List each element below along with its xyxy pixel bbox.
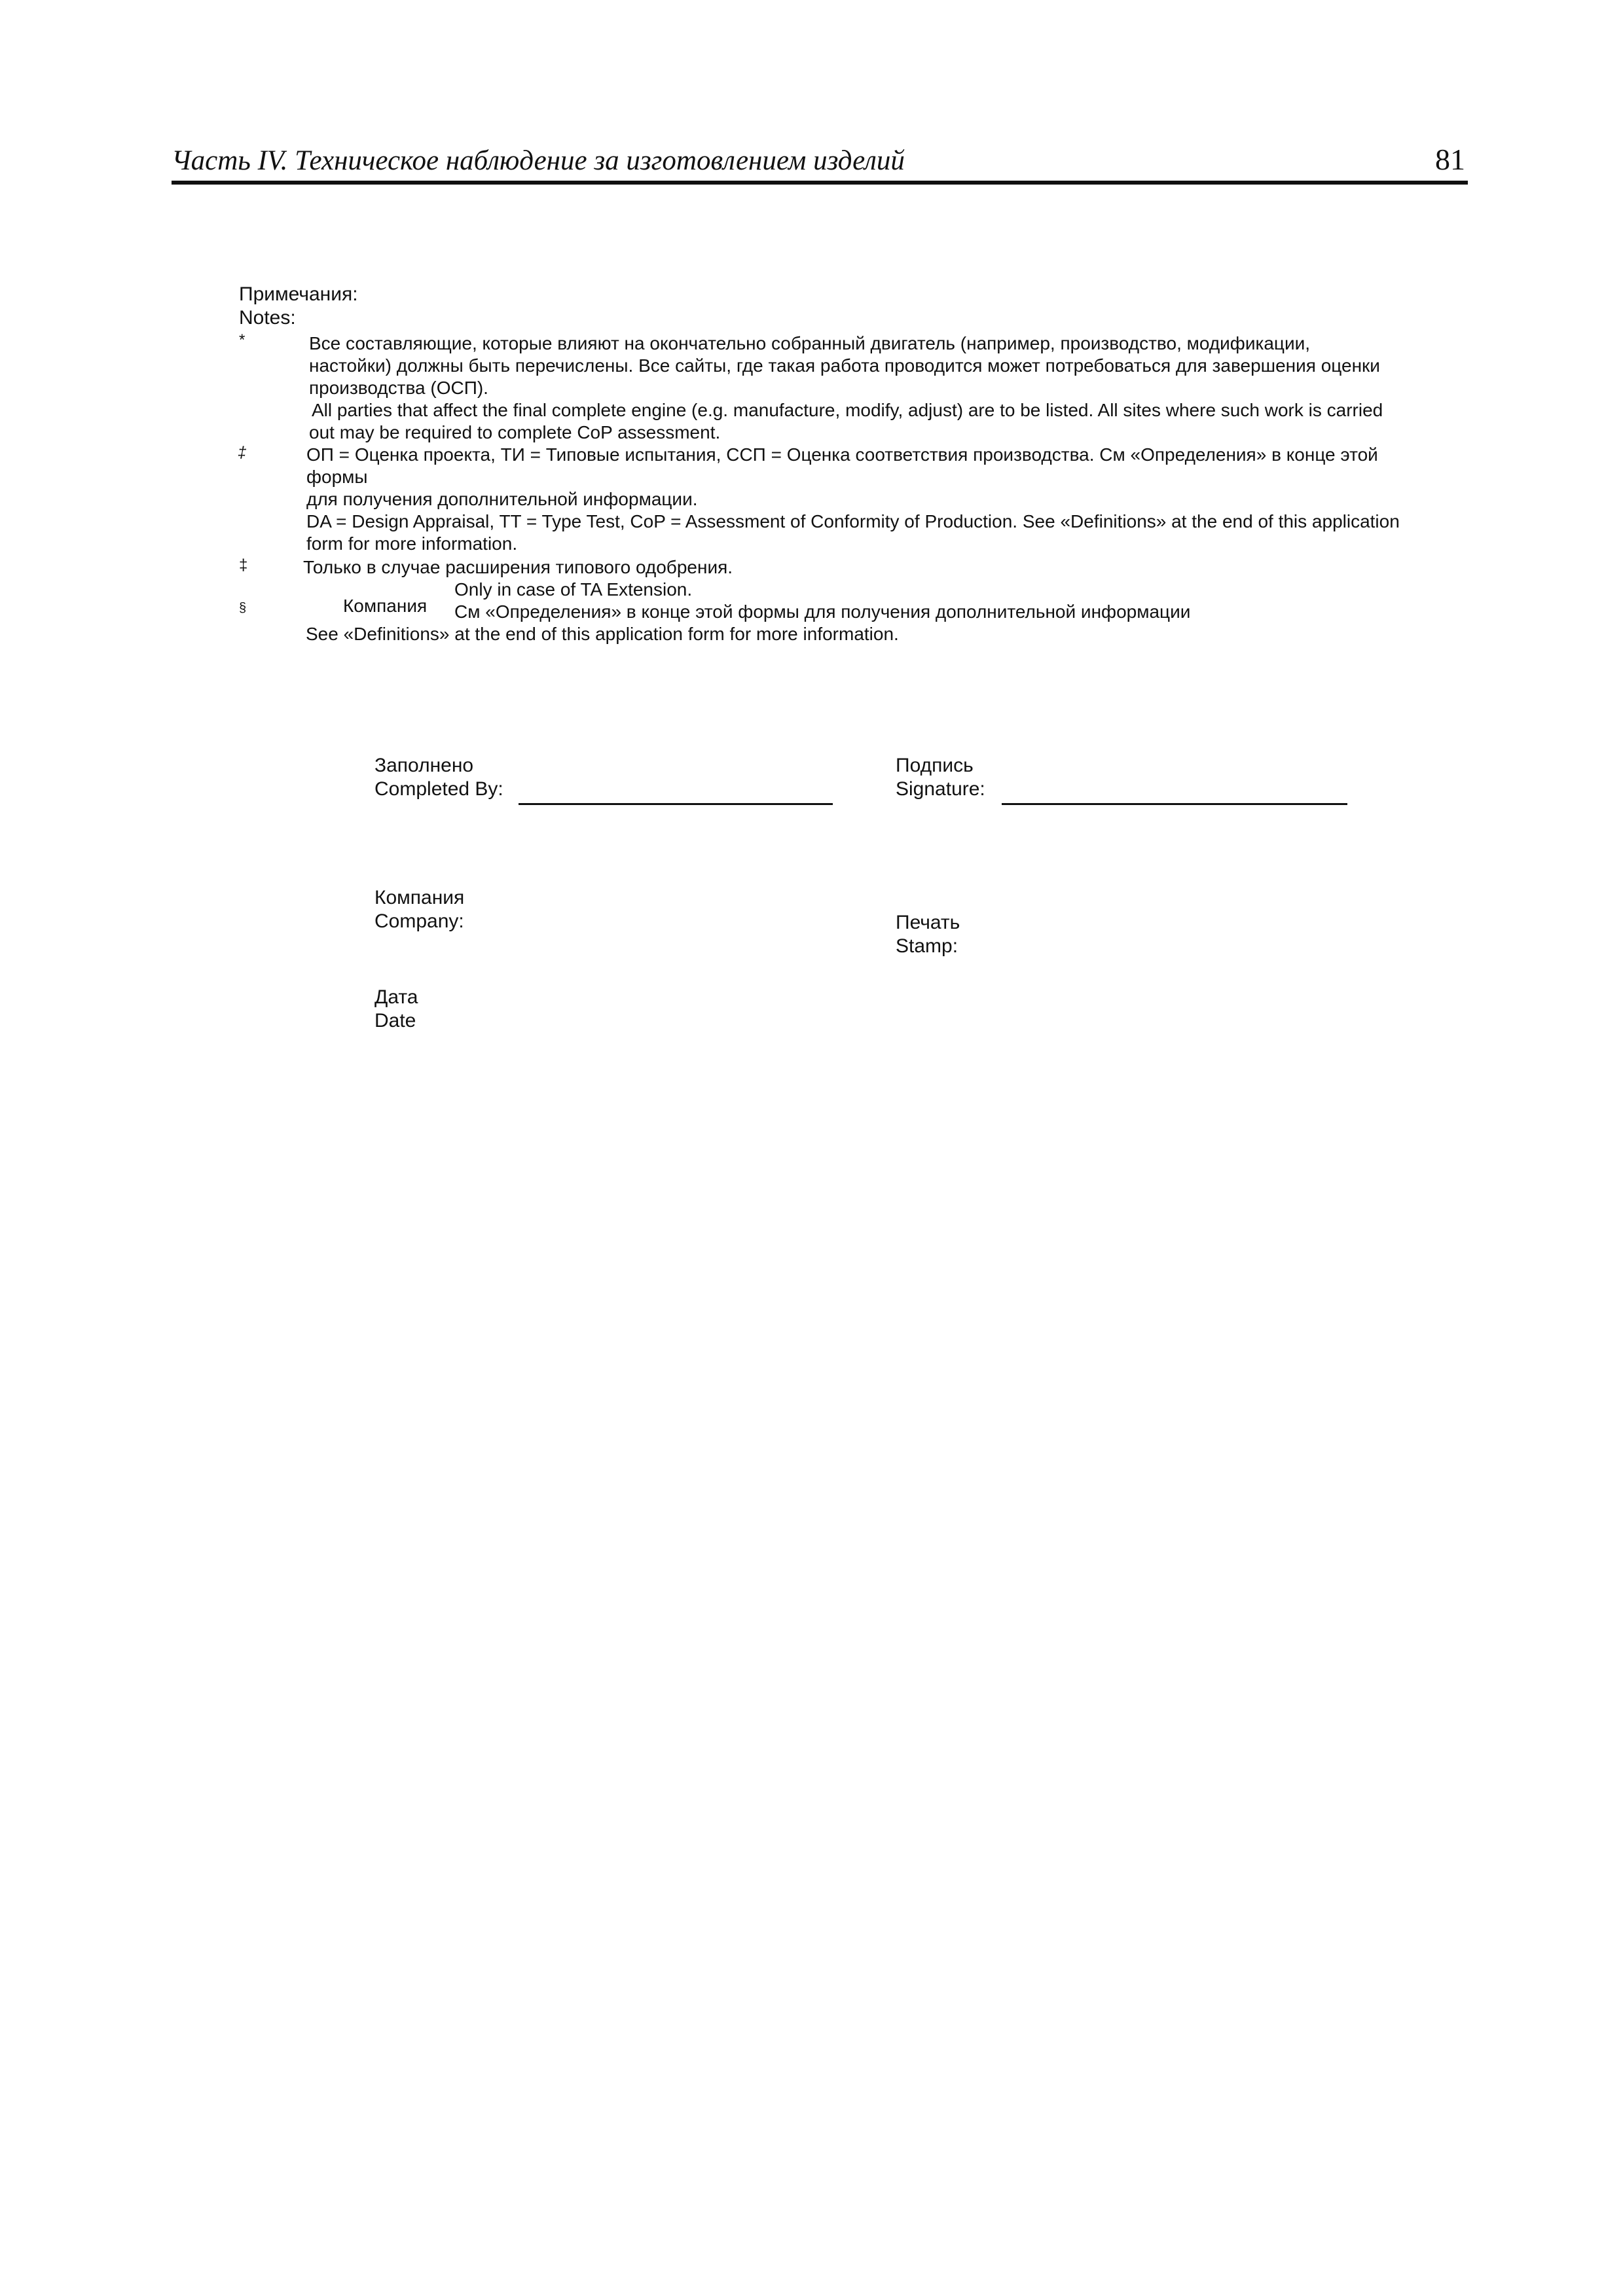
stamp-label-ru: Печать: [896, 912, 960, 933]
page-number: 81: [1435, 143, 1465, 176]
company-label-en: Company:: [374, 910, 464, 932]
signature-label-ru: Подпись: [896, 755, 974, 776]
note-2-ru-line-1: ОП = Оценка проекта, ТИ = Типовые испытания, ССП = Оценка соответствия производства. См «Определения» в конце этой: [306, 444, 1378, 465]
note-2-en-line-2: form for more information.: [306, 533, 518, 554]
date-label-en: Date: [374, 1010, 416, 1031]
note-3-en-line-1: Only in case of TA Extension.: [454, 579, 693, 600]
completed-by-label-en: Completed By:: [374, 778, 503, 800]
header-title: Часть IV. Техническое наблюдение за изготовлением изделий: [172, 145, 905, 176]
note-2-mark: ‡: [238, 444, 247, 461]
note-2-ru-line-2: формы: [306, 467, 368, 487]
signature-label-en: Signature:: [896, 778, 985, 800]
note-2-en-line-1: DA = Design Appraisal, TT = Type Test, CoP = Assessment of Conformity of Production. See «Definitions» at the end of this application: [306, 511, 1400, 531]
note-1-mark: *: [239, 331, 246, 349]
note-4-ru-line-1: См «Определения» в конце этой формы для получения дополнительной информации: [454, 601, 1191, 622]
note-3-ru-line-1: Только в случае расширения типового одобрения.: [303, 557, 733, 577]
date-label-ru: Дата: [374, 986, 418, 1008]
company-label-ru: Компания: [374, 887, 465, 908]
note-3-mark: ‡: [239, 556, 248, 574]
note-1-ru-line-1: Все составляющие, которые влияют на окончательно собранный двигатель (например, производство, модификации,: [309, 333, 1311, 353]
signature-field[interactable]: [1002, 803, 1347, 805]
completed-by-label-ru: Заполнено: [374, 755, 474, 776]
note-4-label: Компания: [343, 596, 428, 616]
note-4-en-line-1: See «Definitions» at the end of this application form for more information.: [306, 624, 899, 644]
note-1-ru-line-2: настойки) должны быть перечислены. Все сайты, где такая работа проводится может потребоваться для завершения оценки: [309, 355, 1380, 376]
note-2-ru-line-3: для получения дополнительной информации.: [306, 489, 698, 509]
notes-heading-en: Notes:: [239, 307, 296, 329]
note-1-en-line-2: out may be required to complete CoP assessment.: [309, 422, 721, 442]
stamp-label-en: Stamp:: [896, 935, 958, 957]
notes-heading-ru: Примечания:: [239, 283, 358, 305]
page-header: [172, 137, 1468, 185]
note-1-ru-line-3: производства (ОСП).: [309, 378, 488, 398]
note-4-mark: §: [239, 601, 247, 615]
note-1-en-line-1: All parties that affect the final complete engine (e.g. manufacture, modify, adjust) are to be listed. All sites where such work is carried: [312, 400, 1383, 420]
completed-by-field[interactable]: [519, 803, 833, 805]
